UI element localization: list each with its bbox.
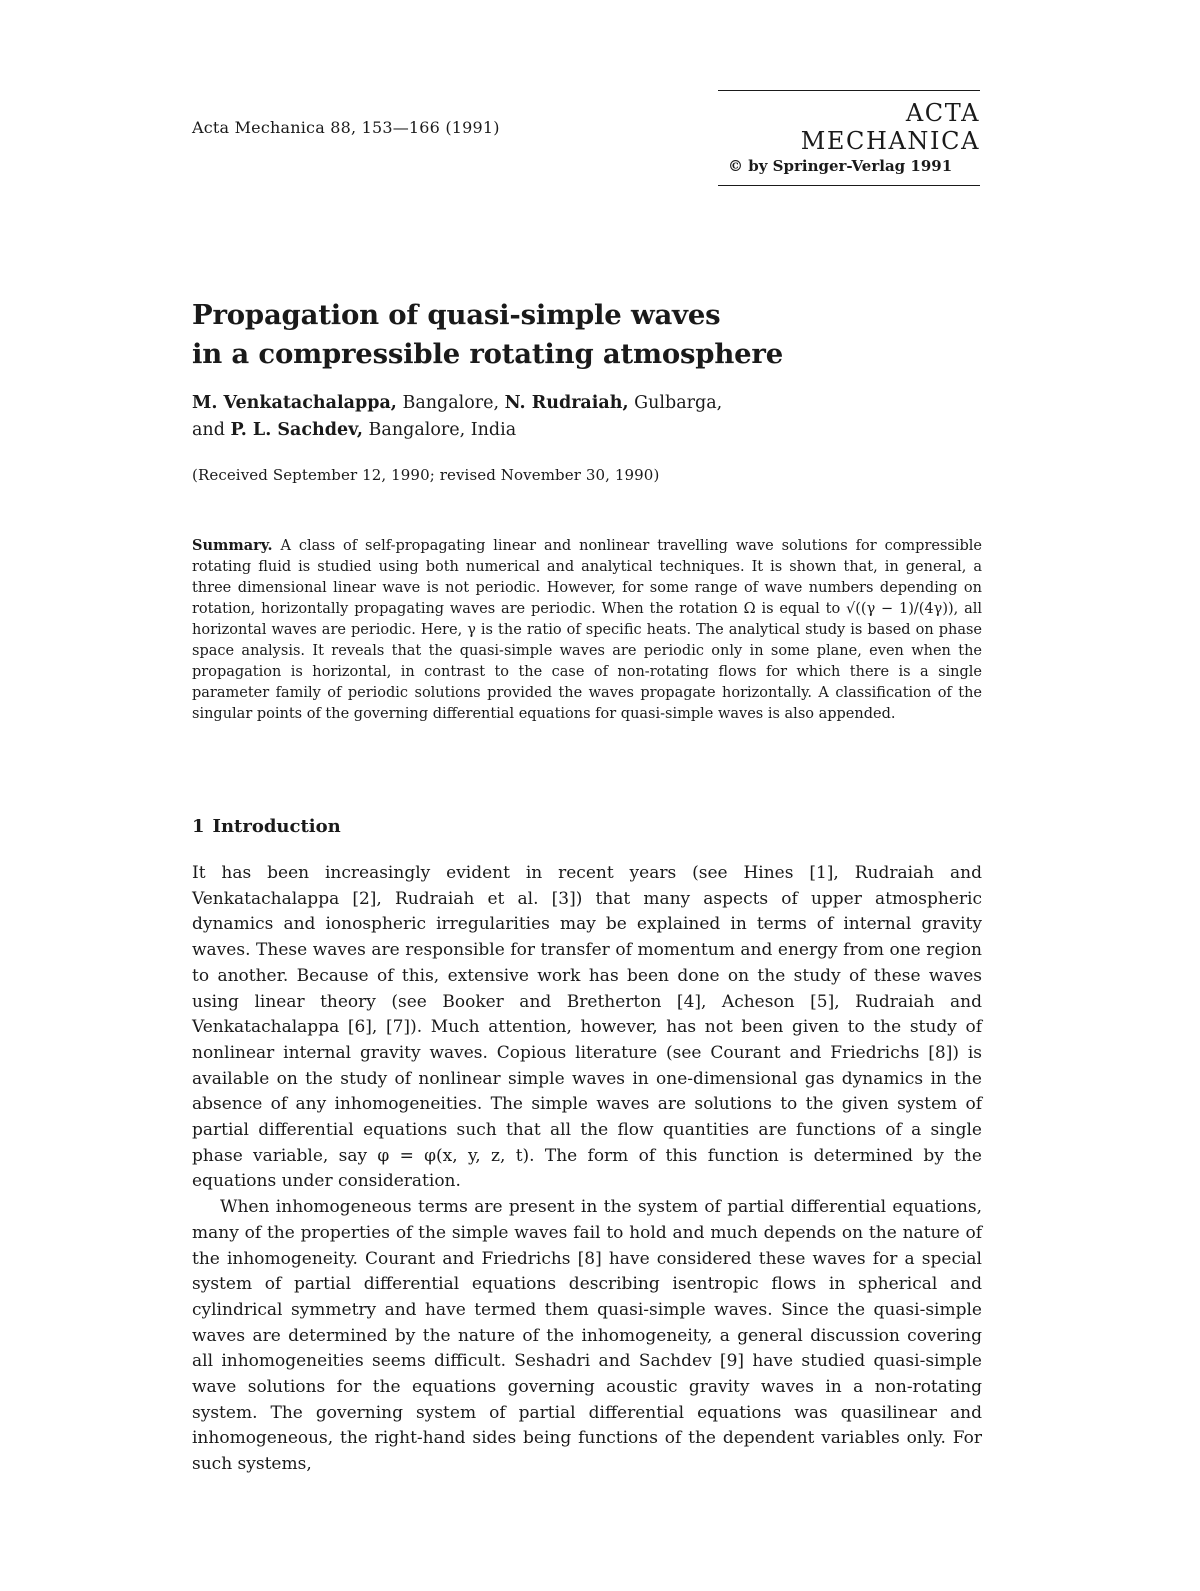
publisher-copyright: © by Springer-Verlag 1991 — [728, 157, 953, 175]
title-line-1: Propagation of quasi-simple waves — [192, 299, 721, 331]
author-3: P. L. Sachdev, — [230, 420, 363, 440]
masthead-top-rule — [718, 90, 980, 91]
paragraph-1: It has been increasingly evident in recent years (see Hines [1], Rudraiah and Venkatachalappa [2], Rudraiah et al. [3]) that many aspects of upper atmospheric dynamics and ionospheric irregularities may be explained in terms of internal gravity waves. These waves are responsible for transfer of momentum and energy from one region to another. Because of this, extensive work has been done on the study of these waves using linear theory (see Booker and Bretherton [4], Acheson [5], Rudraiah and Venkatachalappa [6], [7]). Much attention, however, has not been given to the study of nonlinear internal gravity waves. Copious literature (see Courant and Friedrichs [8]) is available on the study of nonlinear simple waves in one-dimensional gas dynamics in the absence of any inhomogeneities. The simple waves are solutions to the given system of partial differential equations such that all the flow quantities are functions of a single phase variable, say φ = φ(x, y, z, t). The form of this function is determined by the equations under consideration. — [192, 863, 982, 1192]
journal-masthead — [718, 90, 980, 186]
abstract — [192, 535, 982, 725]
author-1: M. Venkatachalappa, — [192, 393, 397, 413]
section-heading — [192, 816, 341, 837]
article-title — [192, 296, 783, 374]
affiliation-1: Bangalore, — [396, 393, 505, 413]
abstract-label: Summary. — [192, 537, 273, 554]
author-2: N. Rudraiah, — [504, 393, 629, 413]
abstract-text: A class of self-propagating linear and nonlinear travelling wave solutions for compressible rotating fluid is studied using both numerical and analytical techniques. It is shown that, in general, a three dimensional linear wave is not periodic. However, for some range of wave numbers depending on rotation, horizontally propagating waves are periodic. When the rotation Ω is equal to √((γ − 1)/(4γ)), all horizontal waves are periodic. Here, γ is the ratio of specific heats. The analytical study is based on phase space analysis. It reveals that the quasi-simple waves are periodic only in some plane, even when the propagation is horizontal, in contrast to the case of non-rotating flows for which there is a single parameter family of periodic solutions provided the waves propagate horizontally. A classification of the singular points of the governing differential equations for quasi-simple waves is also appended. — [192, 538, 982, 722]
section-title: Introduction — [212, 816, 341, 837]
title-line-2: in a compressible rotating atmosphere — [192, 338, 784, 370]
received-dates: (Received September 12, 1990; revised November 30, 1990) — [192, 466, 660, 484]
author-list — [192, 390, 722, 444]
affiliation-3: Bangalore, India — [362, 420, 517, 440]
and-word: and — [192, 420, 231, 440]
journal-name: ACTA MECHANICA — [800, 99, 980, 155]
paragraph-2: When inhomogeneous terms are present in the system of partial differential equations, many of the properties of the simple waves fail to hold and much depends on the nature of the inhomogeneity. Courant and Friedrichs [8] have considered these waves for a special system of partial differential equations describing isentropic flows in spherical and cylindrical symmetry and have termed them quasi-simple waves. Since the quasi-simple waves are determined by the nature of the inhomogeneity, a general discussion covering all inhomogeneities seems difficult. Seshadri and Sachdev [9] have studied quasi-simple wave solutions for the equations governing acoustic gravity waves in a non-rotating system. The governing system of partial differential equations was quasilinear and inhomogeneous, the right-hand sides being functions of the dependent variables only. For such systems, — [192, 1197, 982, 1475]
masthead-bottom-rule — [718, 185, 980, 186]
journal-citation: Acta Mechanica 88, 153—166 (1991) — [192, 118, 500, 137]
affiliation-2: Gulbarga, — [628, 393, 723, 413]
body-text — [192, 861, 982, 1478]
section-number: 1 — [192, 816, 205, 837]
